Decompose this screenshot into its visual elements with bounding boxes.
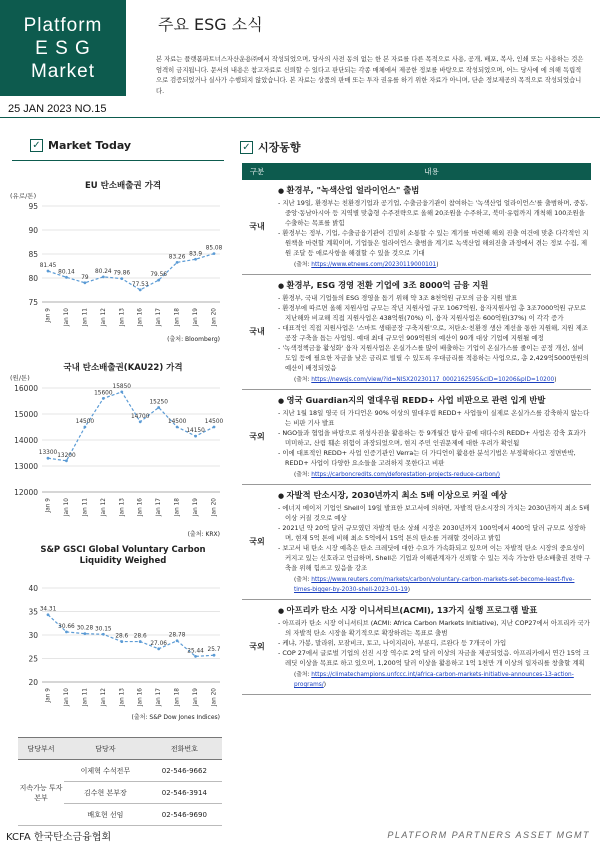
y-tick-label: 16000 — [14, 384, 38, 393]
data-label: 28.6 — [115, 633, 129, 640]
x-tick-label: Jan 18 — [174, 308, 181, 327]
x-tick-label: Jan 12 — [100, 308, 107, 327]
news-bullet: - COP 27에서 글로벌 기업의 선진 시장 역수로 2억 달러 이상의 자금을 제공되었음. 아프리카에서 연간 15억 크레딧 이상을 목표로 하고 있으며, 1,200억 달러 이상을 활용하고 1억 1천만 개 이상의 일자리를 창출할 계획 — [278, 648, 591, 668]
y-tick-label: 20 — [28, 678, 38, 687]
x-tick-label: Jan 20 — [211, 308, 218, 327]
x-tick-label: Jan 13 — [119, 308, 126, 327]
data-point — [194, 655, 197, 658]
contact-phone: 02-546-3914 — [147, 782, 222, 804]
page-title: 주요 ESG 소식 — [158, 15, 263, 34]
x-tick-label: Jan 13 — [119, 498, 126, 517]
data-point — [213, 426, 216, 429]
news-source: (출처: https://www.etnews.com/20230119000101) — [294, 262, 439, 268]
news-source: (출처: https://climatechampions.unfccc.int/africa-carbon-markets-initiative-announces-13-action-programs/) — [294, 672, 574, 688]
contact-header-name: 담당자 — [64, 738, 147, 760]
data-point — [157, 406, 160, 409]
data-label: 34.31 — [39, 606, 57, 613]
chart-3-source: (출처: S&P Dow Jones Indices) — [131, 714, 220, 721]
data-label: 14500 — [167, 419, 187, 425]
news-row-1 — [242, 180, 591, 275]
data-point — [139, 420, 142, 423]
source-link[interactable]: https://climatechampions.unfccc.int/africa-carbon-markets-initiative-announces-13-action-programs/ — [294, 672, 574, 688]
source-link[interactable]: https://newsjs.com/view/?id=NISX20230117_0002162595&cID=10206&pID=10200 — [311, 377, 555, 383]
data-label: 83.9 — [189, 251, 203, 258]
data-point — [83, 426, 86, 429]
market-today-title: Market Today — [48, 139, 132, 152]
news-title: 시장동향 — [258, 141, 301, 154]
eu-carbon-price-chart — [6, 190, 228, 330]
y-tick-label: 12000 — [14, 488, 38, 497]
data-label: 85.08 — [205, 245, 223, 252]
x-tick-label: Jan 16 — [137, 308, 144, 327]
news-row-2 — [242, 275, 591, 390]
x-tick-label: Jan 10 — [63, 308, 70, 327]
data-label: 14500 — [204, 419, 224, 425]
data-label: 15250 — [149, 399, 168, 406]
news-kind: 국외 — [242, 390, 272, 485]
checkbox-icon: ✓ — [240, 141, 253, 154]
x-tick-label: Jan 13 — [119, 688, 126, 707]
x-tick-label: Jan 17 — [156, 308, 163, 327]
x-tick-label: Jan 16 — [137, 498, 144, 517]
news-bullet: - 아프리카 탄소 시장 이니셔티브 (ACMI: Africa Carbon Markets Initiative), 지난 COP27에서 아프리카 국가의 자발적 탄소 시장을 확기적으로 확장하려는 목표로 출범 — [278, 618, 591, 638]
x-tick-label: Jan 12 — [100, 688, 107, 707]
contact-name: 이제혁 수석전무 — [64, 760, 147, 782]
platform-esg-logo — [0, 0, 126, 96]
data-point — [65, 459, 68, 462]
y-tick-label: 95 — [28, 202, 38, 211]
chart-1-source: (출처: Bloomberg) — [167, 336, 220, 343]
data-point — [213, 654, 216, 657]
y-tick-label: 30 — [28, 631, 38, 640]
x-tick-label: Jan 11 — [82, 498, 89, 517]
chart-2-source: (출처: KRX) — [187, 531, 220, 538]
news-bullet: - 케냐, 가봉, 말라위, 모잠비크, 토고, 나이지리아, 부룬디, 르완다 등 7개국이 가입 — [278, 638, 591, 648]
y-tick-label: 75 — [28, 298, 38, 307]
chart-1-title: EU 탄소배출권 가격 — [84, 181, 162, 191]
x-tick-label: Jan 19 — [193, 498, 200, 517]
y-axis-unit: (원/톤) — [10, 374, 30, 382]
data-label: 79.56 — [150, 272, 167, 279]
data-point — [157, 279, 160, 282]
contact-name: 배호현 선임 — [64, 804, 147, 826]
news-kind: 국외 — [242, 485, 272, 600]
news-bullet: - 대표적인 직접 지원사업은 '스마트 생태공장 구축지원'으로, 저탄소·친환경 생산 계선을 통한 지원해, 지원 제조공장 구축을 돕는 사업임. 예대 최대 규모인 909억원의 예산이 90개 대상 기업에 지원될 예정 — [278, 323, 591, 343]
data-label: 28.6 — [133, 633, 147, 640]
source-label: (출처: — [294, 472, 310, 478]
y-tick-label: 13000 — [14, 462, 38, 471]
x-tick-label: Jan 18 — [174, 688, 181, 707]
data-point — [83, 632, 86, 635]
news-header — [240, 139, 301, 155]
data-label: 80.24 — [95, 268, 112, 275]
news-row-3 — [242, 390, 591, 485]
news-bullet: - 환경부는 정부, 기업, 수출금융기관이 긴밀히 소통할 수 있는 계기를 마련해 해외 진출 여건에 맞춘 다각적인 지원책을 마련할 계획이며, 기업들은 얼라이언스 출범을 계기로 녹색산업 해외진출 과정에서 겪는 정보 수집, 제원 조달 등 애로사항을 해결할 수 있을 것으로 기대 — [278, 228, 591, 258]
logo-line-2: E S G — [35, 38, 91, 59]
data-label: 28.78 — [168, 632, 186, 639]
data-point — [213, 252, 216, 255]
news-kind: 국내 — [242, 180, 272, 275]
kcfa-logo-text: KCFA 한국탄소금융협회 — [6, 832, 112, 843]
x-tick-label: Jan 9 — [45, 688, 52, 703]
news-source: (출처: https://newsjs.com/view/?id=NISX20230117_0002162595&cID=10206&pID=10200) — [294, 377, 557, 383]
data-label: 79.86 — [113, 270, 131, 277]
disclaimer-text: 본 자료는 플랫폼파트너스자산운용㈜에서 작성되었으며, 당사의 사전 동의 없는 한 본 자료를 다른 목적으로 사용, 공개, 배포, 복사, 인쇄 또는 사용하는 것은 엄격히 금지됩니다. 문서의 내용은 참고자료로 신뢰할 수 있다고 판단되는 각종 매체에서 제공한 정보를 바탕으로 작성되었으며, 어느 당사에 에 의해 독립적으로 검증되었거나 실사가 수행되지 않았습니다. 본 자료는 상품의 판매 또는 투자 권유를 하기 위한 자료가 아니며, 단순 정보제공의 목적으로 작성되었습니다. — [156, 56, 584, 95]
data-point — [194, 258, 197, 261]
source-label: (출처: — [294, 577, 310, 583]
y-tick-label: 15000 — [14, 410, 38, 419]
data-point — [47, 270, 50, 273]
news-headline: ● 아프리카 탄소 시장 이니셔티브(ACMI), 13가지 실행 프로그램 발표 — [278, 605, 591, 616]
chart-3-title: S&P GSCI Global Voluntary Carbon Liquidity Weighed — [40, 545, 206, 566]
data-label: 30.28 — [76, 625, 94, 632]
contact-name: 김수현 본부장 — [64, 782, 147, 804]
data-point — [102, 397, 105, 400]
chart-2-title: 국내 탄소배출권(KAU22) 가격 — [63, 363, 183, 373]
data-label: 27.06 — [150, 640, 167, 647]
data-label: 83.26 — [168, 254, 186, 261]
data-point — [120, 277, 123, 280]
y-tick-label: 90 — [28, 226, 38, 235]
news-bullet: - 에너지 메이저 기업인 Shell이 19일 발표한 보고서에 의하면, 자발적 탄소시장의 가치는 2030년까지 최소 5배 이상 커질 것으로 예상 — [278, 503, 591, 523]
x-tick-label: Jan 19 — [193, 308, 200, 327]
data-point — [83, 281, 86, 284]
source-label: (출처: — [294, 672, 310, 678]
data-label: 14700 — [130, 413, 150, 420]
news-headline: ● 자발적 탄소시장, 2030년까지 최소 5배 이상으로 커질 예상 — [278, 490, 591, 501]
y-tick-label: 35 — [28, 607, 38, 617]
platform-partners-logo-text: PLATFORM PARTNERS ASSET MGMT — [387, 830, 590, 840]
data-label: 77.53 — [131, 281, 149, 288]
data-point — [102, 633, 105, 636]
header-divider — [0, 117, 600, 118]
y-tick-label: 14000 — [14, 436, 38, 445]
news-bullet: - 이에 대표적인 REDD+ 사업 인증기관인 Verra는 더 가디언이 활용한 분석기법은 부정확하다고 정면반박, REDD+ 사업이 다양한 요소들을 고려하지 못한다고 비판 — [278, 448, 591, 468]
data-label: 30.15 — [95, 626, 112, 633]
x-tick-label: Jan 20 — [211, 688, 218, 707]
contact-header-dept: 담당부서 — [18, 738, 64, 760]
contact-header-phone: 전화번호 — [147, 738, 222, 760]
data-label: 30.66 — [58, 623, 75, 630]
x-tick-label: Jan 11 — [82, 688, 89, 707]
y-tick-label: 80 — [28, 274, 38, 283]
data-point — [47, 613, 50, 616]
kau22-price-chart — [6, 372, 228, 520]
data-point — [102, 275, 105, 278]
data-label: 79 — [81, 274, 89, 281]
news-header-kind: 구분 — [242, 163, 272, 180]
data-label: 25.44 — [187, 648, 204, 655]
x-tick-label: Jan 12 — [100, 498, 107, 517]
contact-phone: 02-546-9662 — [147, 760, 222, 782]
news-source — [294, 470, 591, 480]
news-bullet: - NGO들과 협업을 바탕으로 위성사진을 활용하는 등 9개월간 탐사 끝에 대다수의 REDD+ 사업은 감축 효과가 미미하고, 산림 훼손 위험이 과장되었으며, 현지 주민 인권문제에 대한 우려가 확인됨 — [278, 428, 591, 448]
data-point — [120, 640, 123, 643]
data-point — [47, 457, 50, 460]
data-point — [65, 630, 68, 633]
y-tick-label: 25 — [28, 654, 38, 664]
data-label: 14500 — [75, 419, 95, 425]
news-bullet: - 환경부에 따르면 올해 지원사업 규모는 작년 지원사업 규모 1067억원, 융자지원사업 총 3조7000억원 규모로 지난해와 비교해 직접 지원사업은 438억원(70%) 이, 융자 지원사업은 600억원(37%) 이 각각 증가 — [278, 303, 591, 323]
source-label: (출처: — [294, 377, 310, 383]
news-header-content: 내용 — [272, 163, 591, 180]
x-tick-label: Jan 18 — [174, 498, 181, 517]
data-label: 13300 — [38, 450, 58, 457]
logo-line-3: Market — [30, 61, 96, 82]
source-link[interactable]: https://www.reuters.com/markets/carbon/voluntary-carbon-markets-set-become-least-five-times-bigger-by-2030-shell-2023-01-19 — [294, 577, 575, 593]
news-source: (출처: https://www.reuters.com/markets/carbon/voluntary-carbon-markets-set-become-least-five-times-bigger-by-2030-shell-2023-01-19) — [294, 577, 575, 593]
news-row-4 — [242, 485, 591, 600]
source-link[interactable]: https://www.etnews.com/20230119000101 — [311, 262, 437, 268]
contact-table — [18, 737, 222, 826]
data-point — [139, 288, 142, 291]
news-bullet: - 보고서 내 탄소 시장 예측은 탄소 크레딧에 대한 수요가 가속화되고 있으며 이는 자발적 탄소 시장의 중요성이 커지고 있는 신호라고 언급하며, Shell은 기업과 이해관계자가 신뢰할 수 있는 지속 가능한 탄소배출권 전략 구축을 위해 힘쓰고 있음을 강조 — [278, 543, 591, 573]
data-point — [176, 426, 179, 429]
data-point — [157, 647, 160, 650]
x-tick-label: Jan 16 — [137, 688, 144, 707]
data-point — [120, 391, 123, 394]
source-label: (출처: — [294, 262, 310, 268]
contact-phone: 02-546-9690 — [147, 804, 222, 826]
data-label: 13200 — [57, 452, 76, 459]
news-bullet: - '녹색정책금융 활성화' 융자 지원사업은 온실가스를 많이 배출하는 기업이 온실가스를 줄이는 공정 개선, 설비 도입 등에 필요한 자금을 낮은 금리로 빌릴 수 있도록 우대금리를 적용하는 사업으로, 총 2,429억5000만원의 예산이 배정되었음 — [278, 343, 591, 373]
news-headline: ● 환경부, ESG 경영 전환 기업에 3조 8000억 금융 지원 — [278, 280, 591, 291]
x-tick-label: Jan 10 — [63, 498, 70, 517]
x-tick-label: Jan 9 — [45, 308, 52, 323]
news-bullet: - 환경부, 국내 기업들의 ESG 경영을 돕기 위해 약 3조 8천억원 규모의 금융 지원 발표 — [278, 293, 591, 303]
x-tick-label: Jan 11 — [82, 308, 89, 327]
market-divider — [12, 160, 224, 161]
x-tick-label: Jan 10 — [63, 688, 70, 707]
data-point — [139, 640, 142, 643]
data-label: 81.45 — [39, 263, 57, 270]
x-tick-label: Jan 9 — [45, 498, 52, 513]
y-axis-unit: (유로/톤) — [10, 192, 37, 200]
data-label: 15850 — [112, 383, 132, 390]
checkbox-icon: ✓ — [30, 139, 43, 152]
y-tick-label: 85 — [28, 250, 38, 259]
news-row-5 — [242, 600, 591, 695]
x-tick-label: Jan 20 — [211, 498, 218, 517]
data-label: 14150 — [186, 428, 205, 435]
data-label: 25.7 — [207, 647, 221, 654]
data-point — [176, 261, 179, 264]
x-tick-label: Jan 17 — [156, 688, 163, 707]
data-label: 80.14 — [58, 269, 75, 276]
market-today-header — [30, 139, 131, 152]
news-headline: ● 환경부, "녹색산업 얼라이언스" 출범 — [278, 185, 591, 196]
data-point — [65, 276, 68, 279]
data-point — [194, 435, 197, 438]
x-tick-label: Jan 19 — [193, 688, 200, 707]
data-point — [176, 639, 179, 642]
logo-line-1: Platform — [23, 15, 103, 36]
news-bullet: - 지난 19일, 환경부는 친환경기업과 공기업, 수출금융기관이 참여하는 '녹색산업 얼라이언스'를 출범하며, 중동, 중앙·동남아시아 등 지역별 맞춤형 수주전략으로 올해 20조원을 수주하고, 북미·유럽까지 개척해 100조원을 수출하는 목표를 밝힘 — [278, 198, 591, 228]
news-kind: 국내 — [242, 275, 272, 390]
x-tick-label: Jan 17 — [156, 498, 163, 517]
news-kind: 국외 — [242, 600, 272, 695]
issue-date: 25 JAN 2023 NO.15 — [8, 103, 107, 115]
series-line — [48, 392, 214, 461]
news-headline: ● 영국 Guardian지의 열대우림 REDD+ 사업 비판으로 관련 입게 반발 — [278, 395, 591, 406]
y-tick-label: 40 — [28, 584, 38, 593]
data-label: 15600 — [94, 390, 113, 397]
news-table — [242, 163, 591, 695]
contact-dept: 지속가능 투자본부 — [18, 760, 64, 826]
news-bullet: - 2021년 약 20억 달러 규모였던 자발적 탄소 상쇄 시장은 2030년까지 100억에서 400억 달러 규모로 성장하며, 현재 5억 톤에 비해 최소 5억에서 15억 톤의 탄소를 거래할 것이라고 밝힘 — [278, 523, 591, 543]
source-link[interactable]: https://carboncredits.com/deforestation-projects-reduce-carbon/) — [311, 472, 501, 478]
sp-gsci-carbon-chart — [6, 572, 228, 710]
news-bullet: - 지난 1월 18일 영국 더 가디언은 90% 이상의 열대우림 REDD+ 사업들이 실제로 온실가스를 감축하지 않는다는 비판 기사 발표 — [278, 408, 591, 428]
